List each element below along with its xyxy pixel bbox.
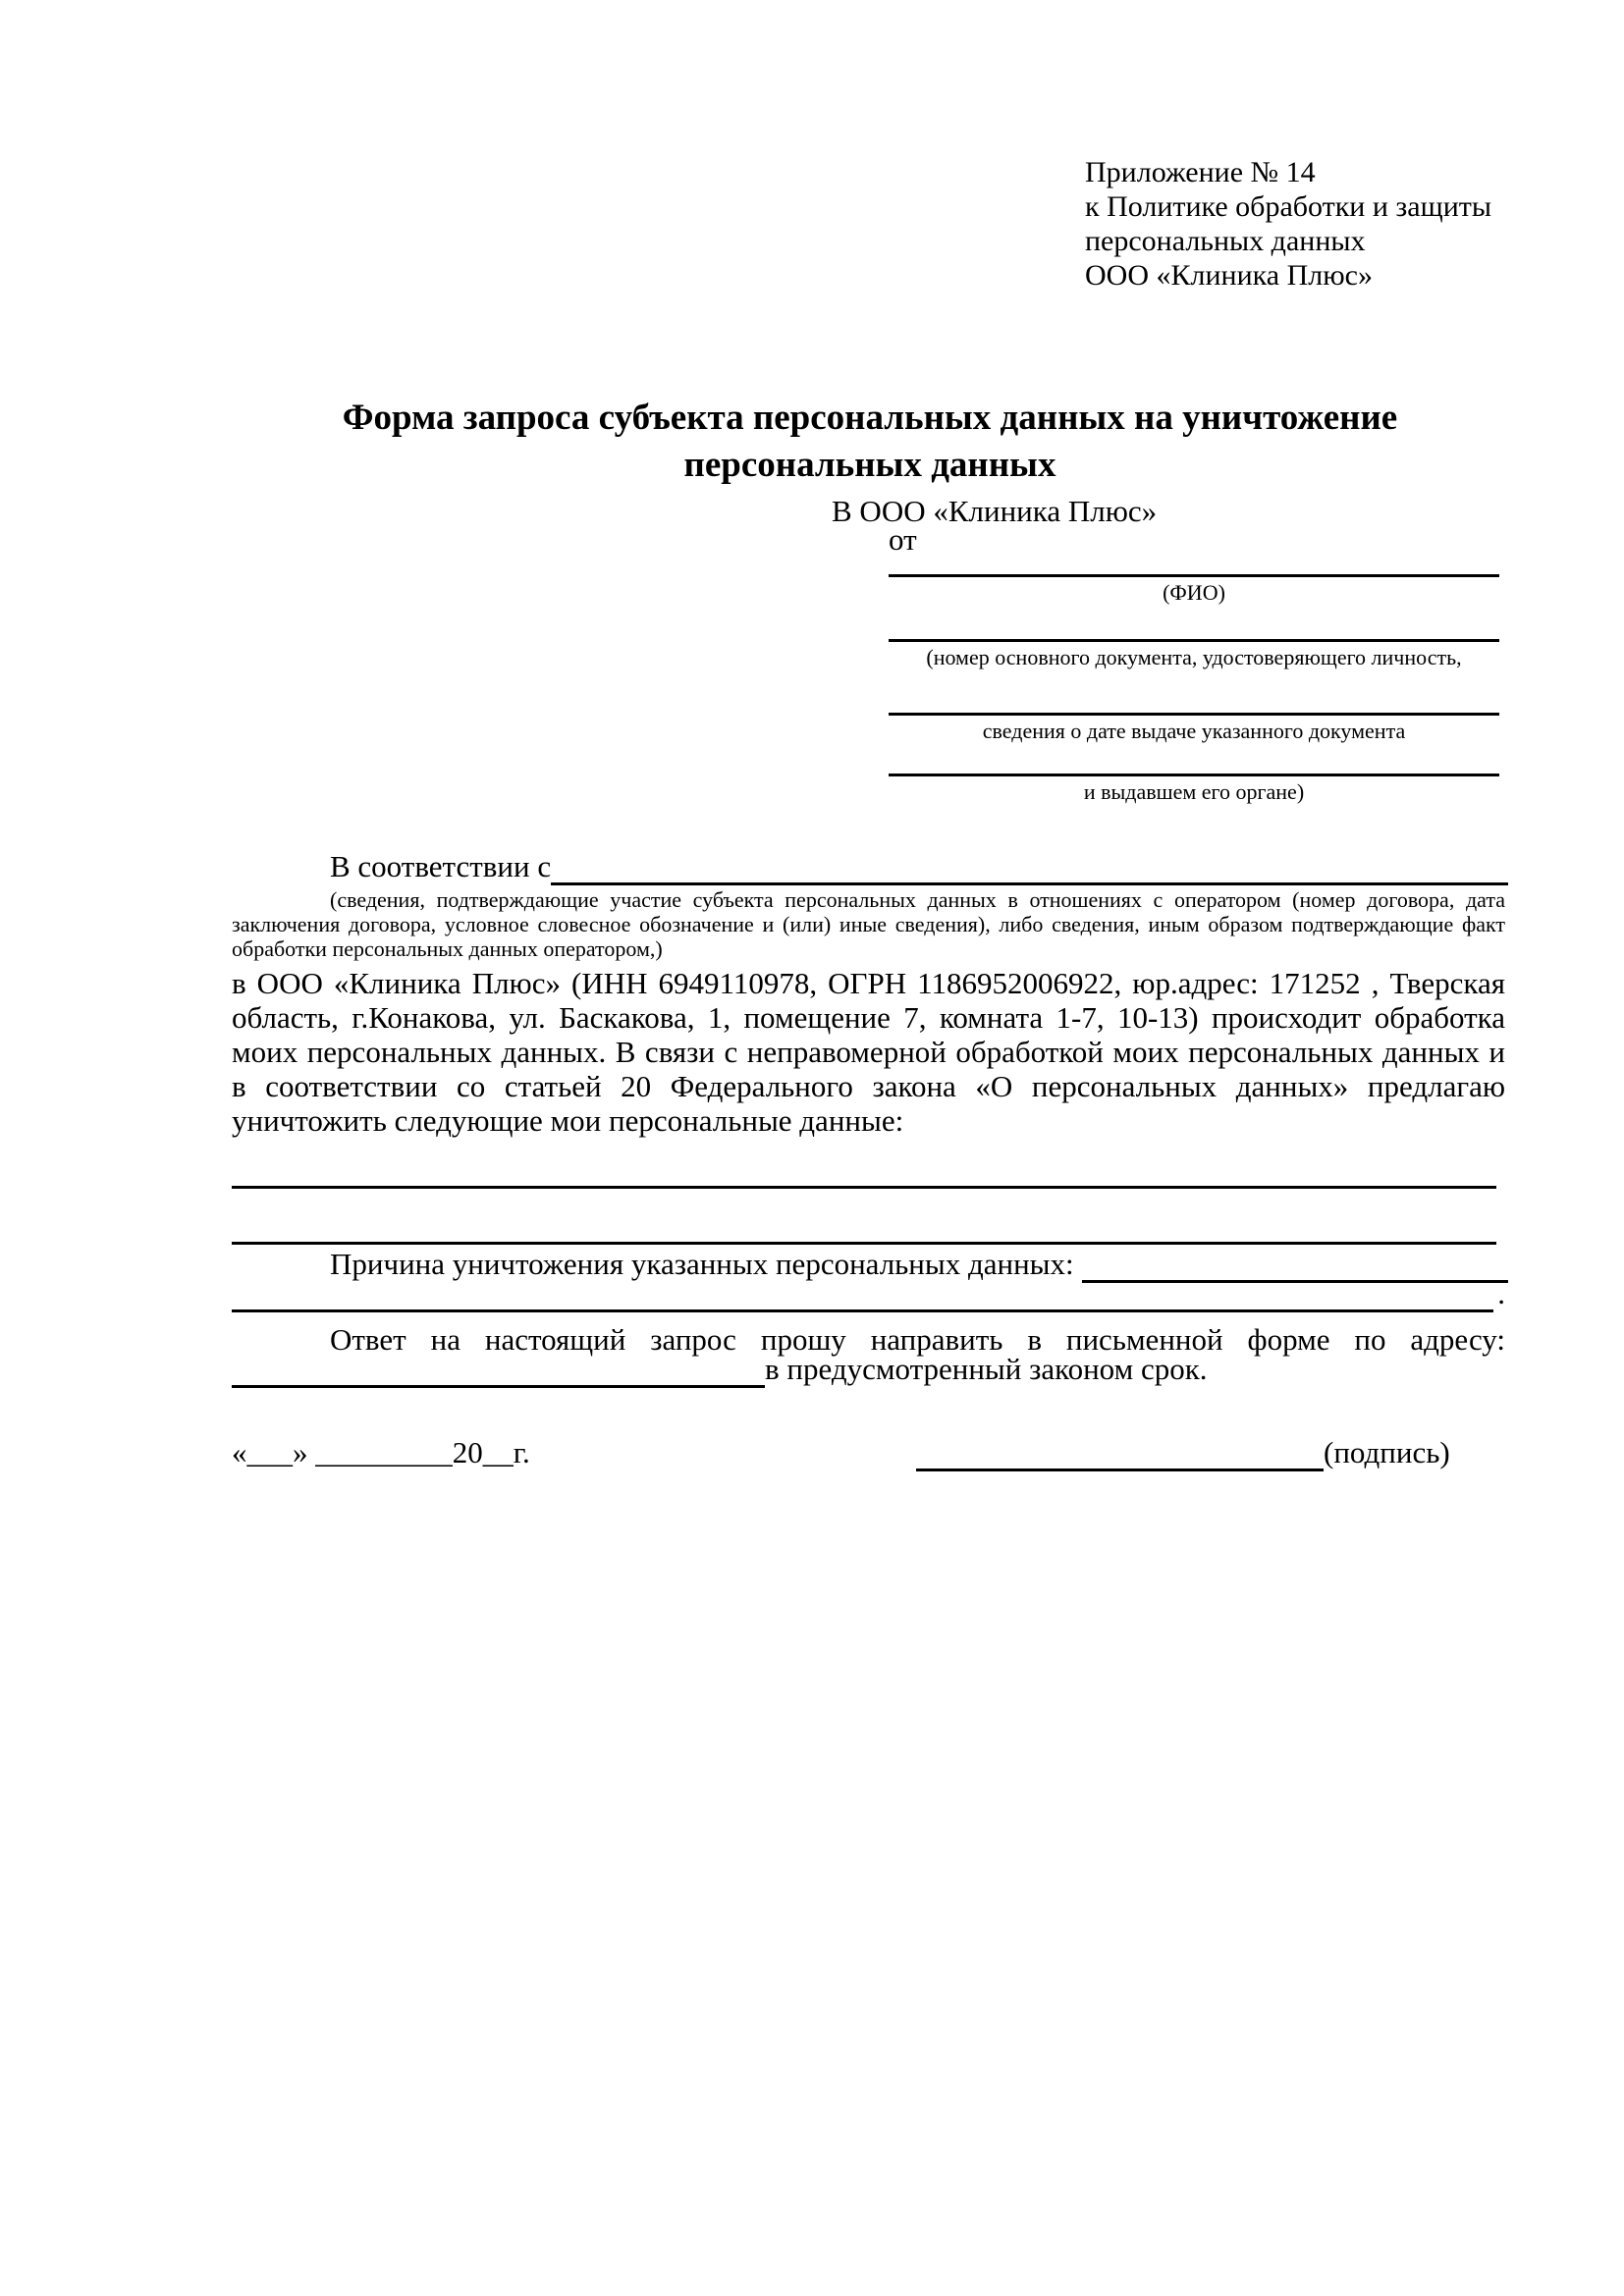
- response-address-field-line[interactable]: [232, 1351, 765, 1388]
- fio-field-caption: (ФИО): [1163, 580, 1225, 605]
- appendix-header-line: персональных данных: [1085, 225, 1366, 257]
- destruction-reason-row-2: [232, 1275, 1505, 1312]
- issuing-authority-field-line[interactable]: [889, 774, 1499, 776]
- form-title-line2: персональных данных: [683, 445, 1056, 485]
- accordance-field-line[interactable]: [551, 848, 1508, 885]
- response-deadline-row: [232, 1351, 1508, 1388]
- signature-group: [916, 1434, 1450, 1471]
- request-body-paragraph: в ООО «Клиника Плюс» (ИНН 6949110978, ОГРН 1186952006922, юр.адрес: 171252 , Тверская область, г.Конакова, ул. Баскакова, 1, помещение 7, комната 1-7, 10-13) происходит обработка моих персональных данных. В связи с неправомерной обработкой моих персональных данных и в соответствии со статьей 20 Федерального закона «О персональных данных» предлагаю уничтожить следующие мои персональные данные:: [232, 966, 1505, 1138]
- addressee-from-label: от: [889, 522, 917, 557]
- document-number-field-caption: (номер основного документа, удостоверяющего личность,: [926, 645, 1462, 669]
- destruction-reason-label: Причина уничтожения указанных персональных данных:: [330, 1247, 1074, 1281]
- form-title: [232, 395, 1508, 489]
- accordance-footnote: (сведения, подтверждающие участие субъекта персональных данных в отношениях с оператором (номер договора, дата заключения договора, условное словесное обозначение и (или) иные сведения), либо сведения, иным образом подтверждающие факт обработки персональных данных оператором,): [232, 887, 1505, 961]
- appendix-header-line: Приложение № 14: [1085, 156, 1316, 188]
- data-to-destroy-field-line-1[interactable]: [232, 1186, 1496, 1189]
- issuing-authority-field-caption: и выдавшем его органе): [1083, 779, 1305, 804]
- addressee-organization: В ООО «Клиника Плюс»: [832, 494, 1158, 528]
- issue-date-field-caption: сведения о дате выдаче указанного документа: [982, 719, 1406, 743]
- issue-date-field-line[interactable]: [889, 713, 1499, 716]
- response-request-paragraph: Ответ на настоящий запрос прошу направить в письменной форме по адресу:: [330, 1322, 1505, 1357]
- destruction-reason-field-line-2[interactable]: [232, 1275, 1493, 1312]
- signature-field-line[interactable]: [916, 1434, 1324, 1471]
- appendix-header: [1085, 155, 1537, 293]
- data-to-destroy-field-line-2[interactable]: [232, 1242, 1496, 1245]
- accordance-row: [232, 848, 1508, 885]
- accordance-lead: В соответствии с: [330, 849, 552, 883]
- response-deadline-text: в предусмотренный законом срок.: [765, 1352, 1208, 1386]
- signature-caption: (подпись): [1324, 1435, 1450, 1469]
- form-title-line1: Форма запроса субъекта персональных данных на уничтожение: [342, 398, 1398, 438]
- fio-field-line[interactable]: [889, 574, 1499, 577]
- date-field[interactable]: «___» _________20__г.: [232, 1435, 530, 1469]
- document-number-field-line[interactable]: [889, 639, 1499, 642]
- reason-line-terminator: .: [1497, 1276, 1505, 1310]
- appendix-header-line: к Политике обработки и защиты: [1085, 190, 1492, 223]
- appendix-header-line: ООО «Клиника Плюс»: [1085, 259, 1373, 292]
